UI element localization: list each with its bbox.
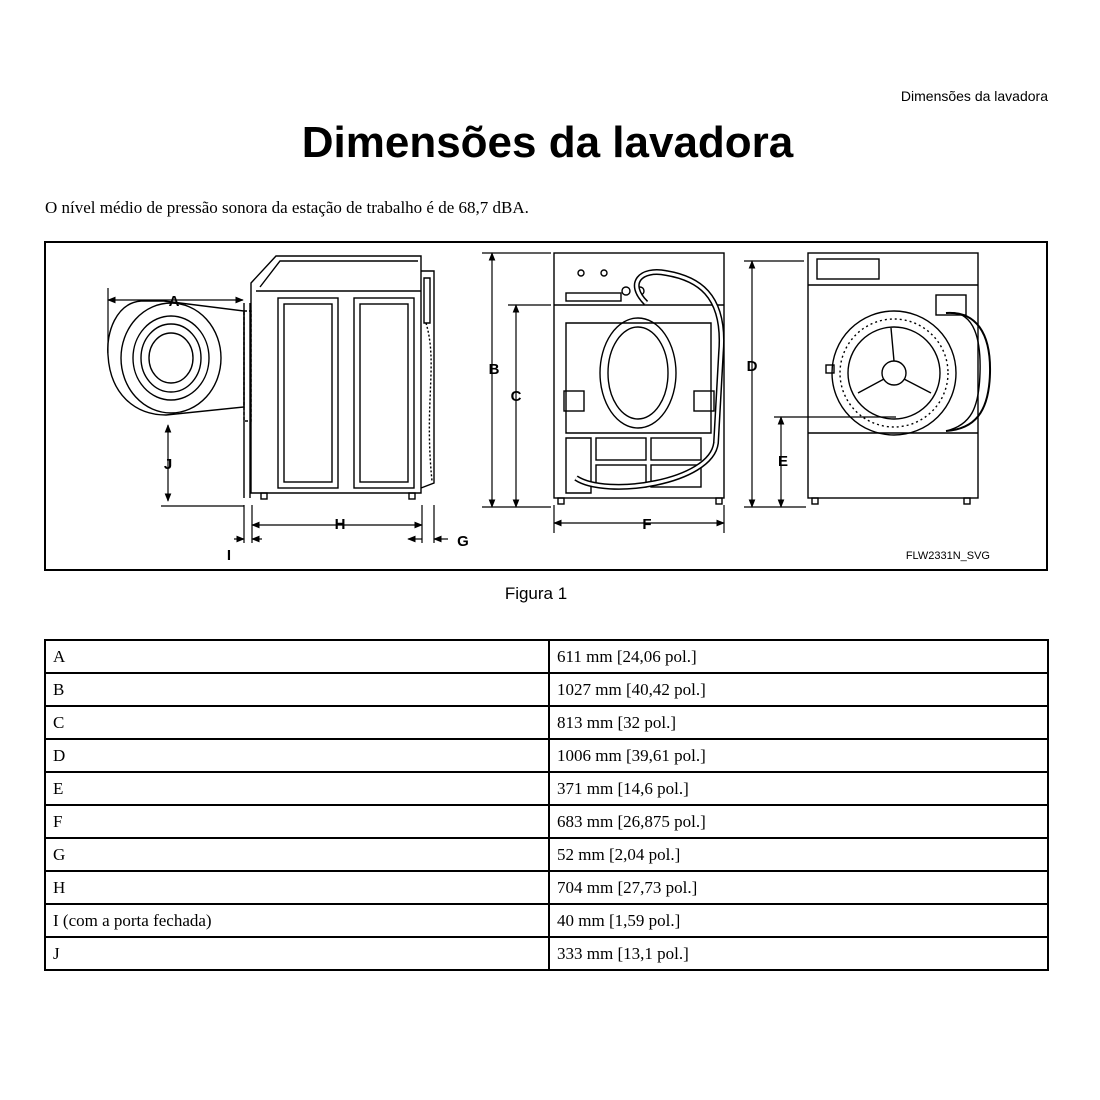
dimension-letter: J bbox=[45, 937, 549, 970]
table-row bbox=[45, 805, 1048, 838]
dimension-letter: F bbox=[45, 805, 549, 838]
running-header: Dimensões da lavadora bbox=[900, 88, 1048, 104]
figure-caption: Figura 1 bbox=[504, 584, 568, 603]
dimension-letter: I (com a porta fechada) bbox=[45, 904, 549, 937]
dimension-letter: C bbox=[45, 706, 549, 739]
washer-front-view bbox=[808, 253, 990, 504]
dimension-label-h: H bbox=[334, 516, 346, 533]
table-row bbox=[45, 739, 1048, 772]
page-title: Dimensões da lavadora bbox=[301, 118, 794, 167]
table-row bbox=[45, 772, 1048, 805]
table-row bbox=[45, 904, 1048, 937]
dimension-value: 683 mm [26,875 pol.] bbox=[549, 805, 1048, 838]
dimension-label-d: D bbox=[746, 358, 758, 375]
figure-code: FLW2331N_SVG bbox=[905, 550, 990, 562]
figure-1 bbox=[44, 241, 1048, 571]
dimension-label-f: F bbox=[642, 516, 652, 533]
dimension-value: 371 mm [14,6 pol.] bbox=[549, 772, 1048, 805]
dimensions-table bbox=[44, 639, 1049, 971]
dimension-label-i: I bbox=[226, 547, 232, 564]
table-row bbox=[45, 706, 1048, 739]
washer-top-view bbox=[108, 301, 251, 498]
dimension-value: 611 mm [24,06 pol.] bbox=[549, 640, 1048, 673]
dimension-label-e: E bbox=[777, 453, 789, 470]
table-row bbox=[45, 871, 1048, 904]
dimension-value: 40 mm [1,59 pol.] bbox=[549, 904, 1048, 937]
dimension-letter: D bbox=[45, 739, 549, 772]
dimension-letter: H bbox=[45, 871, 549, 904]
dimension-value: 1027 mm [40,42 pol.] bbox=[549, 673, 1048, 706]
intro-paragraph: O nível médio de pressão sonora da estação de trabalho é de 68,7 dBA. bbox=[45, 198, 529, 217]
table-row bbox=[45, 640, 1048, 673]
dimension-letter: E bbox=[45, 772, 549, 805]
dimension-value: 813 mm [32 pol.] bbox=[549, 706, 1048, 739]
washer-side-view bbox=[251, 256, 434, 499]
dimension-letter: A bbox=[45, 640, 549, 673]
table-row bbox=[45, 838, 1048, 871]
washer-rear-view bbox=[554, 253, 724, 504]
dimension-label-g: G bbox=[457, 533, 469, 550]
dimension-label-b: B bbox=[488, 361, 500, 378]
dimension-value: 704 mm [27,73 pol.] bbox=[549, 871, 1048, 904]
table-row bbox=[45, 673, 1048, 706]
table-row bbox=[45, 937, 1048, 970]
dimension-label-j: J bbox=[163, 456, 173, 473]
dimension-label-c: C bbox=[510, 388, 522, 405]
washer-dimension-diagram bbox=[46, 243, 1050, 573]
dimension-value: 333 mm [13,1 pol.] bbox=[549, 937, 1048, 970]
dimension-letter: B bbox=[45, 673, 549, 706]
dimension-letter: G bbox=[45, 838, 549, 871]
dimension-value: 1006 mm [39,61 pol.] bbox=[549, 739, 1048, 772]
dimension-value: 52 mm [2,04 pol.] bbox=[549, 838, 1048, 871]
dimension-label-a: A bbox=[168, 293, 180, 310]
